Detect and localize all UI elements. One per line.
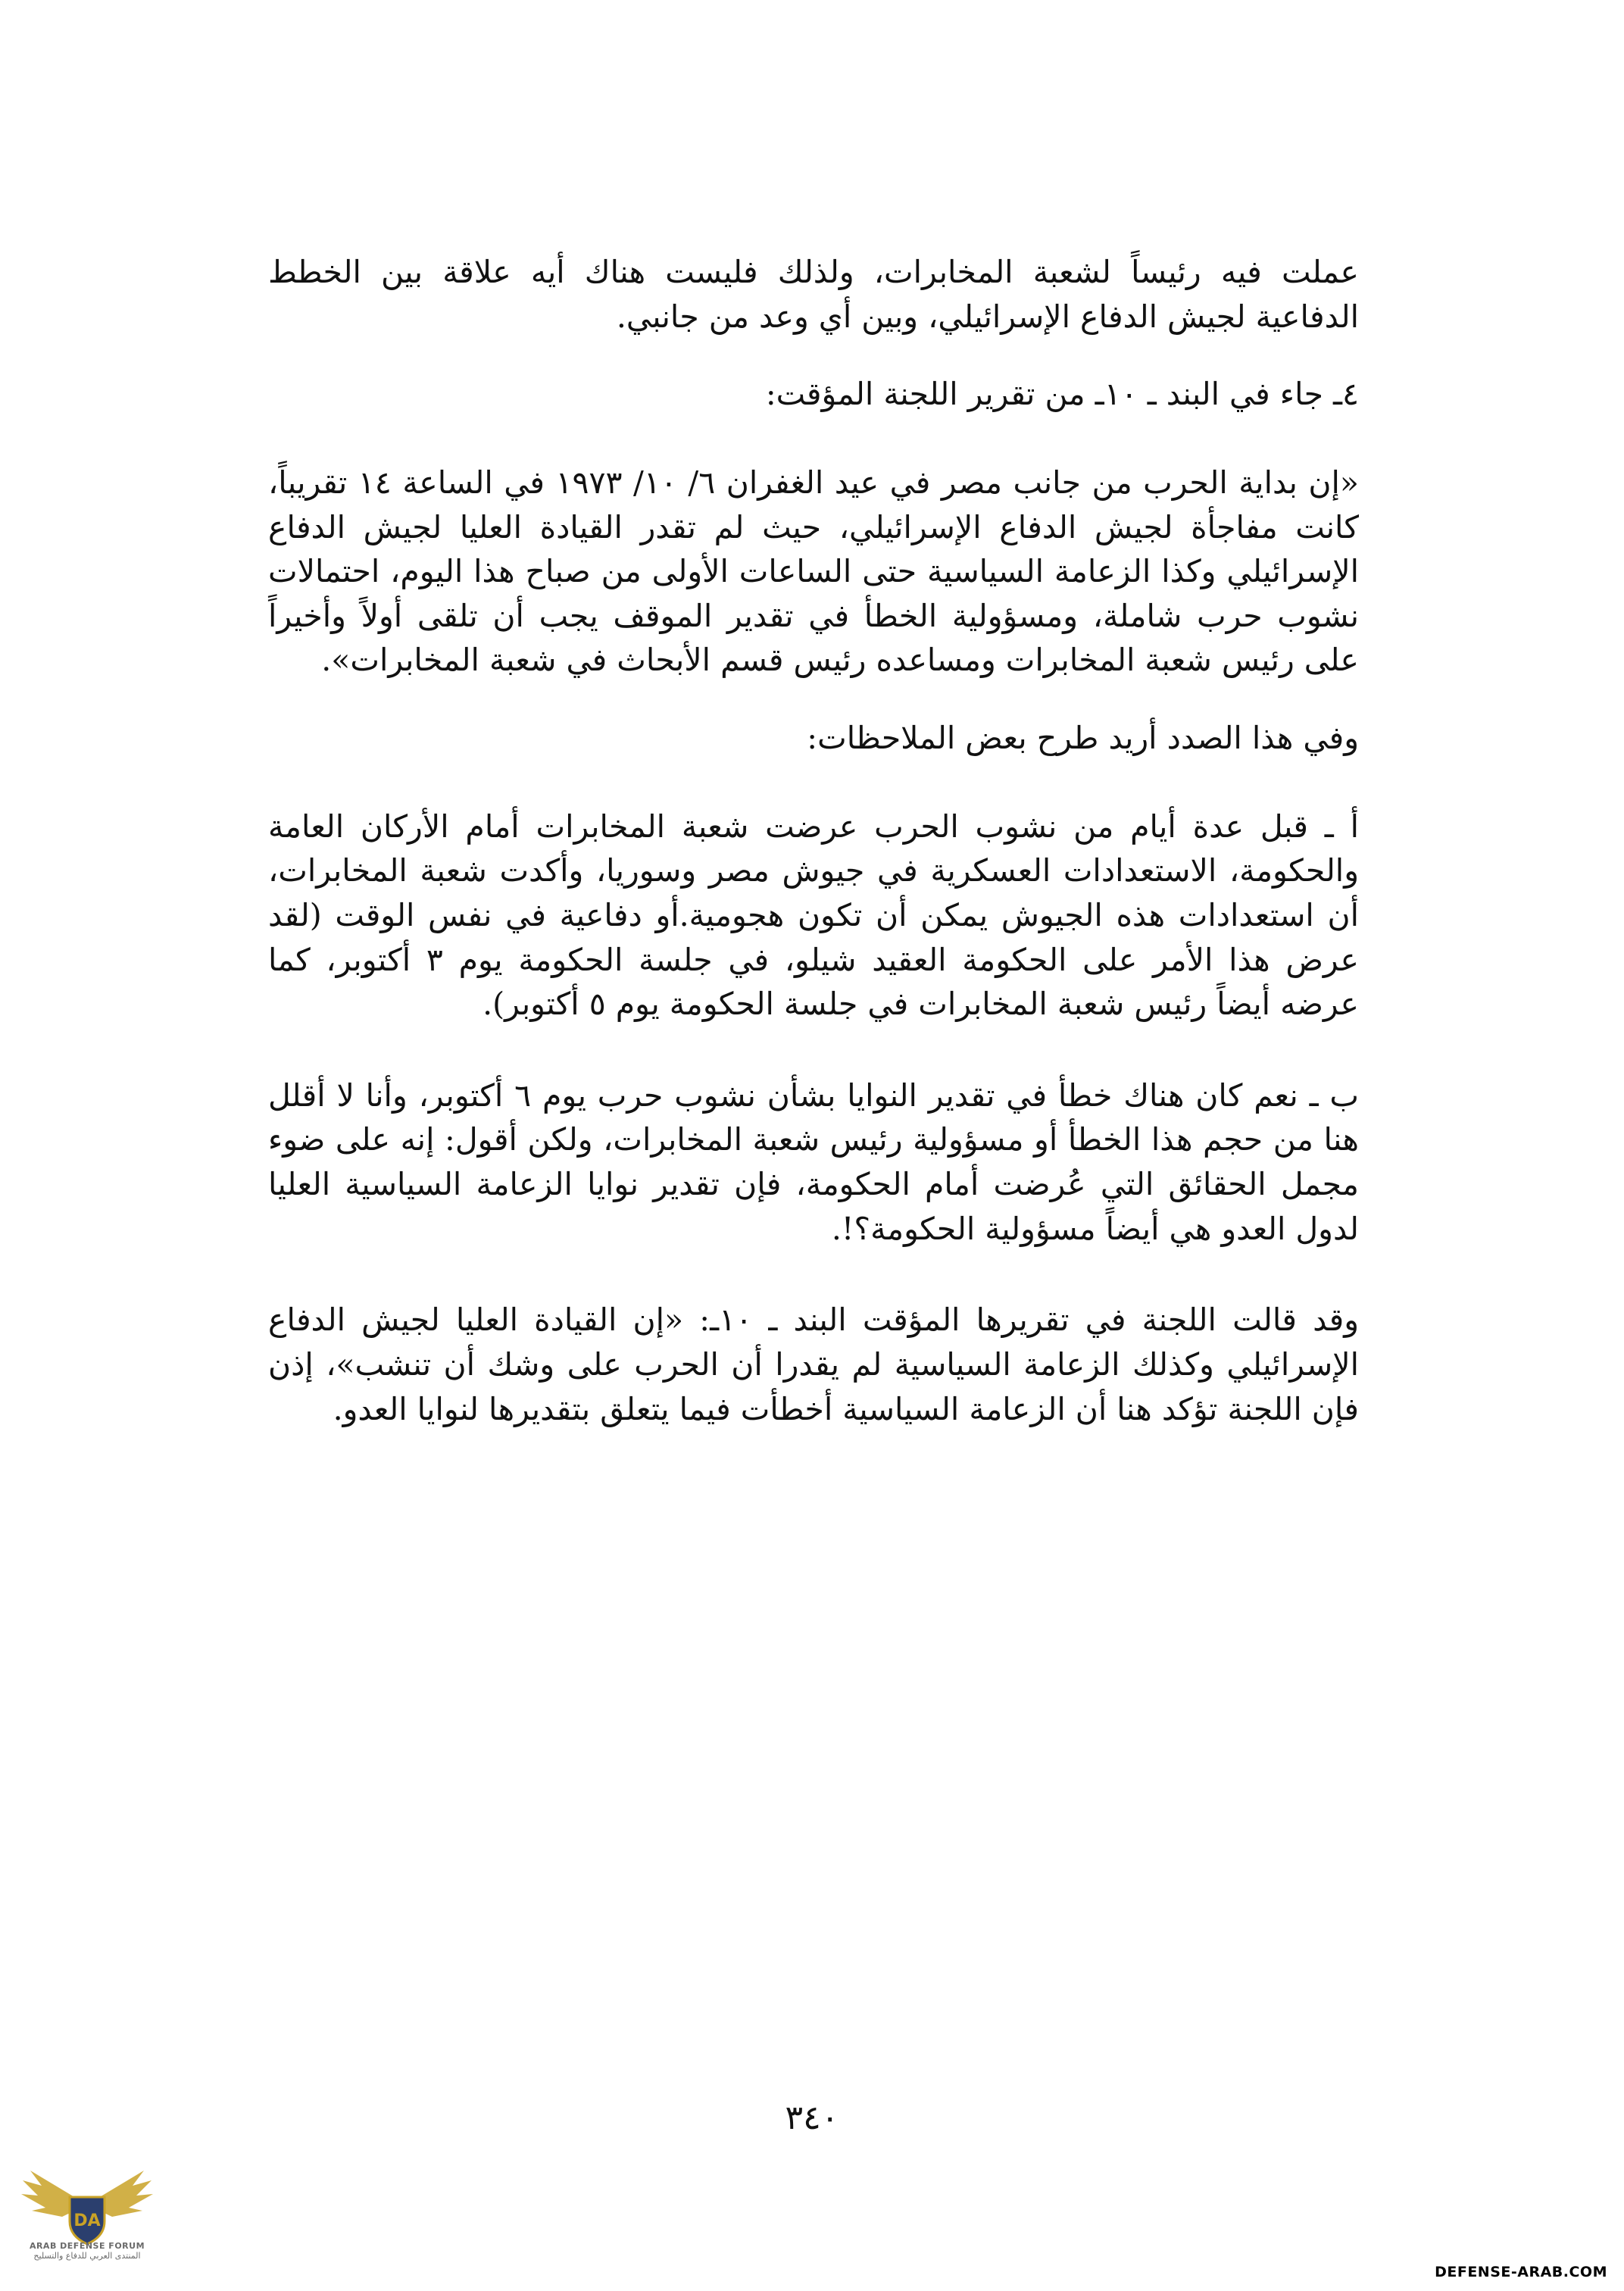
paragraph-continuation: عملت فيه رئيساً لشعبة المخابرات، ولذلك فليست هناك أيه علاقة بين الخطط الدفاعية لجيش الدفاع الإسرائيلي، وبين أي وعد من جانبي. — [268, 254, 1359, 335]
paragraph-remark-a: أ ـ قبل عدة أيام من نشوب الحرب عرضت شعبة المخابرات أمام الأركان العامة والحكومة، الاستعدادات العسكرية في جيوش مصر وسوريا، وأكدت شعبة المخابرات، أن استعدادات هذه الجيوش يمكن أن تكون هجومية.أو دفاعية في نفس الوقت (لقد عرض هذا الأمر على الحكومة العقيد شيلو، في جلسة الحكومة يوم ٣ أكتوبر، كما عرضه أيضاً رئيس شعبة المخابرات في جلسة الحكومة يوم ٥ أكتوبر). — [268, 808, 1359, 1023]
forum-logo-caption — [23, 2241, 151, 2261]
paragraph-remarks-intro: وفي هذا الصدد أريد طرح بعض الملاحظات: — [807, 720, 1359, 756]
forum-logo-icon — [15, 2152, 159, 2284]
logo-text-ar: المنتدى العربي للدفاع والتسليح — [33, 2251, 141, 2261]
paragraph-remark-b: ب ـ نعم كان هناك خطأ في تقدير النوايا بشأن نشوب حرب يوم ٦ أكتوبر، وأنا لا أقلل هنا من حجم هذا الخطأ أو مسؤولية رئيس شعبة المخابرات، ولكن أقول: إنه على ضوء مجمل الحقائق التي عُرضت أمام الحكومة، فإن تقدير نوايا الزعامة السياسية العليا لدول العدو هي أيضاً مسؤولية الحكومة؟!. — [268, 1077, 1360, 1247]
logo-initials: DA — [73, 2211, 101, 2230]
body-text — [268, 250, 1359, 1431]
paragraph-quote-committee-report: «إن بداية الحرب من جانب مصر في عيد الغفران ٦/ ١٠/ ١٩٧٣ في الساعة ١٤ تقريباً، كانت مفاجأة لجيش الدفاع الإسرائيلي، حيث لم تقدر القيادة العليا لجيش الدفاع الإسرائيلي وكذا الزعامة السياسية حتى الساعات الأولى من صباح هذا اليوم، احتمالات نشوب حرب شاملة، ومسؤولية الخطأ في تقدير الموقف يجب أن تلقى أولاً وأخيراً على رئيس شعبة المخابرات ومساعده رئيس قسم الأبحاث في شعبة المخابرات». — [268, 464, 1359, 679]
logo-text-en: ARAB DEFENSE FORUM — [29, 2241, 145, 2251]
page-number: ٣٤٠ — [785, 2099, 839, 2137]
paragraph-item-4-heading: ٤ـ جاء في البند ـ ١٠ـ من تقرير اللجنة المؤقت: — [765, 376, 1359, 413]
paragraph-committee-conclusion: وقد قالت اللجنة في تقريرها المؤقت البند ـ ١٠ـ: «إن القيادة العليا لجيش الدفاع الإسرائيلي وكذلك الزعامة السياسية لم يقدرا أن الحرب على وشك أن تنشب»، إذن فإن اللجنة تؤكد هنا أن الزعامة السياسية أخطأت فيما يتعلق بتقديرها لنوايا العدو. — [268, 1302, 1359, 1427]
watermark-site-url: DEFENSE-ARAB.COM — [1435, 2264, 1607, 2280]
